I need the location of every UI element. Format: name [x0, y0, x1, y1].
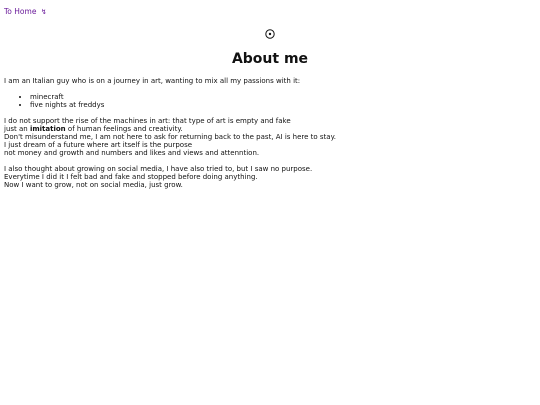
- about-content: [4, 77, 534, 197]
- home-arrow-icon: ↯: [40, 8, 47, 16]
- list-item: • minecraft: [30, 93, 534, 101]
- target-icon: [265, 29, 275, 39]
- paragraph-line: Now I want to grow, not on social media, just grow.: [4, 181, 183, 189]
- social-media-paragraph: [4, 165, 534, 189]
- paragraph-line: Everytime I did it I felt bad and fake and stopped before doing anything.: [4, 173, 258, 181]
- machines-paragraph: [4, 117, 534, 157]
- home-link[interactable]: [4, 7, 47, 17]
- emphasis-text: imitation: [29, 125, 66, 133]
- paragraph-line: not money and growth and numbers and likes and views and attenntion.: [4, 149, 260, 157]
- paragraph-line: I do not support the rise of the machines in art: that type of art is empty and fake: [4, 117, 291, 125]
- paragraph-line: Don't misunderstand me, I am not here to ask for returning back to the past, AI is here to stay.: [4, 133, 336, 141]
- text-fragment: of human feelings and creativity.: [67, 125, 183, 133]
- paragraph-line: I also thought about growing on social media, I have also tried to, but I saw no purpose.: [4, 165, 313, 173]
- text-fragment: just an: [4, 125, 28, 133]
- intro-text: I am an Italian guy who is on a journey in art, wanting to mix all my passions with it:: [4, 77, 301, 85]
- page-title: About me: [231, 51, 309, 67]
- home-link-label: To Home: [4, 7, 37, 16]
- passions-list: [4, 93, 534, 109]
- paragraph-line: I just dream of a future where art itself is the purpose: [4, 141, 193, 149]
- paragraph-line: [4, 125, 534, 133]
- list-item: • five nights at freddys: [30, 101, 534, 109]
